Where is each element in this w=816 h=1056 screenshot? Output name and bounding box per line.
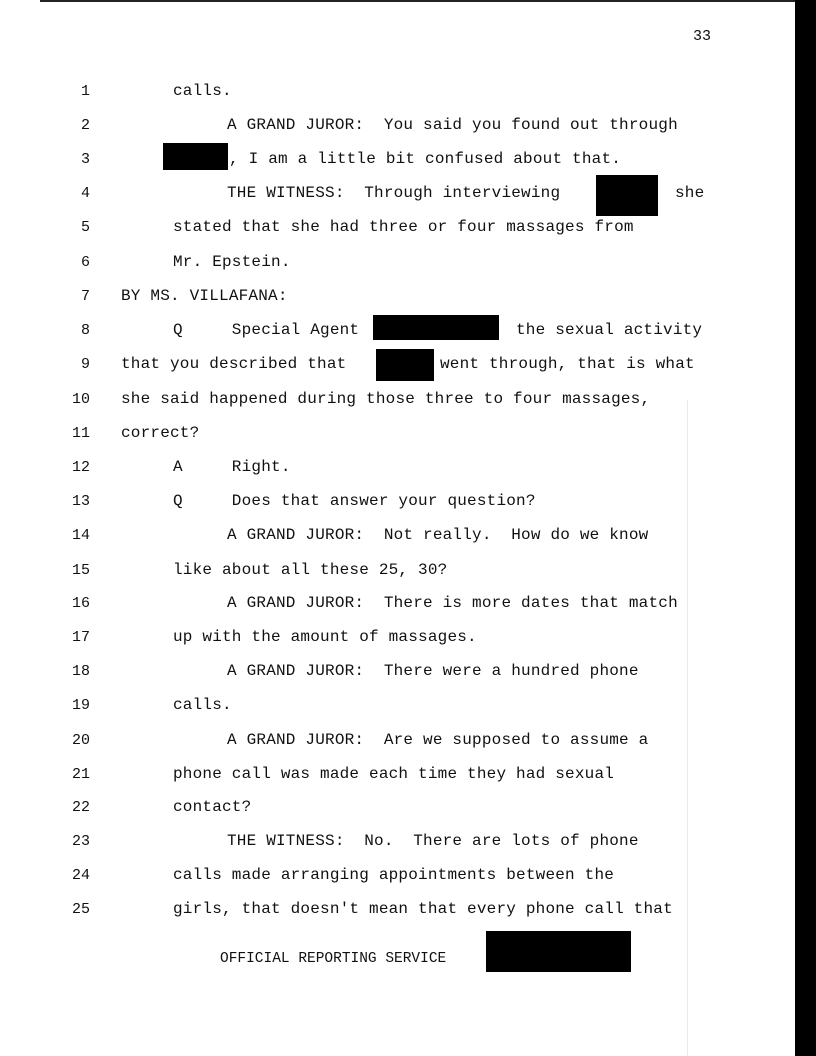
line-text: up with the amount of massages. (173, 628, 477, 646)
top-edge-rule (40, 0, 795, 2)
line-text: like about all these 25, 30? (173, 561, 448, 579)
line-text: stated that she had three or four massages from (173, 218, 634, 236)
line-text: A GRAND JUROR: There is more dates that match (227, 594, 678, 612)
line-text-continued: the sexual activity (516, 321, 703, 339)
line-number: 21 (71, 766, 90, 783)
line-number: 2 (80, 117, 90, 134)
redaction-box (596, 175, 658, 216)
redaction-box (376, 349, 434, 381)
scan-edge-bar (795, 0, 816, 1056)
line-text: A GRAND JUROR: You said you found out through (227, 116, 678, 134)
line-number: 13 (71, 493, 90, 510)
line-number: 18 (71, 663, 90, 680)
line-number: 11 (71, 425, 90, 442)
line-text: A GRAND JUROR: There were a hundred phone (227, 662, 639, 680)
line-number: 22 (71, 799, 90, 816)
line-number: 15 (71, 562, 90, 579)
line-text: calls. (173, 82, 232, 100)
line-number: 19 (71, 697, 90, 714)
line-number: 14 (71, 527, 90, 544)
line-text: THE WITNESS: Through interviewing (227, 184, 561, 202)
footer-redaction-box (486, 931, 631, 972)
line-number: 5 (80, 219, 90, 236)
line-number: 6 (80, 254, 90, 271)
line-number: 20 (71, 732, 90, 749)
line-number: 3 (80, 151, 90, 168)
line-number: 12 (71, 459, 90, 476)
line-text: Q Special Agent (173, 321, 360, 339)
line-text: A GRAND JUROR: Not really. How do we know (227, 526, 649, 544)
line-number: 8 (80, 322, 90, 339)
footer-reporting-service: OFFICIAL REPORTING SERVICE (220, 951, 447, 967)
line-text-continued: she (675, 184, 705, 202)
scan-artifact-line (687, 400, 688, 1056)
line-text: Mr. Epstein. (173, 253, 291, 271)
line-number: 23 (71, 833, 90, 850)
line-number: 1 (80, 83, 90, 100)
line-text: contact? (173, 798, 252, 816)
line-text: calls. (173, 696, 232, 714)
line-text: BY MS. VILLAFANA: (121, 287, 288, 305)
redaction-box (373, 315, 499, 340)
line-number: 9 (80, 356, 90, 373)
line-text: she said happened during those three to four massages, (121, 390, 651, 408)
line-text: THE WITNESS: No. There are lots of phone (227, 832, 639, 850)
line-text: girls, that doesn't mean that every phone call that (173, 900, 673, 918)
line-text: calls made arranging appointments between the (173, 866, 615, 884)
line-text: phone call was made each time they had sexual (173, 765, 615, 783)
page-number: 33 (693, 28, 712, 45)
line-text: Q Does that answer your question? (173, 492, 536, 510)
line-number: 24 (71, 867, 90, 884)
redaction-box (163, 143, 228, 170)
line-text: that you described that (121, 355, 347, 373)
line-text-continued: went through, that is what (440, 355, 695, 373)
line-text: , I am a little bit confused about that. (229, 150, 622, 168)
line-number: 16 (71, 595, 90, 612)
line-text: correct? (121, 424, 200, 442)
line-number: 17 (71, 629, 90, 646)
line-text: A GRAND JUROR: Are we supposed to assume a (227, 731, 649, 749)
line-number: 7 (80, 288, 90, 305)
line-text: A Right. (173, 458, 291, 476)
line-number: 4 (80, 185, 90, 202)
line-number: 10 (71, 391, 90, 408)
line-number: 25 (71, 901, 90, 918)
